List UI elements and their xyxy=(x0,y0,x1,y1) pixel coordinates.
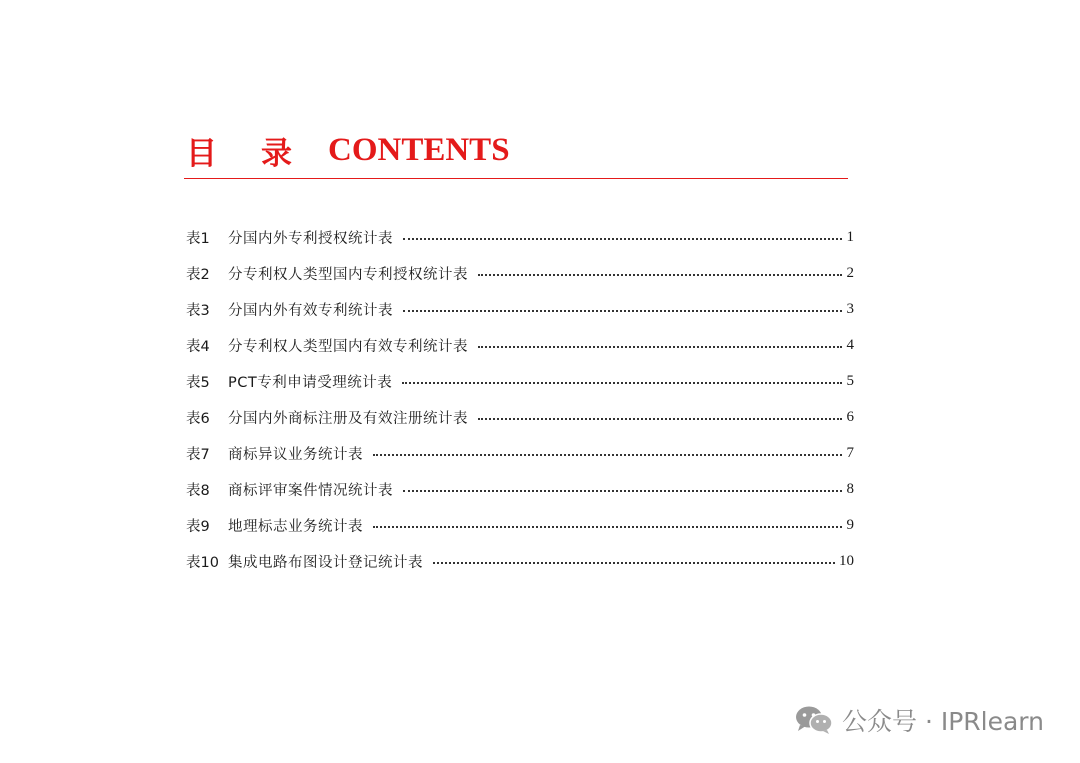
wechat-icon xyxy=(794,705,834,735)
heading-divider xyxy=(184,178,848,179)
toc-entry-number: 表8 xyxy=(186,482,210,499)
toc-entry[interactable] xyxy=(186,363,854,399)
toc-entry-page: 8 xyxy=(846,480,854,497)
toc-leader-dots xyxy=(478,418,842,420)
toc-entry[interactable] xyxy=(186,327,854,363)
toc-entry[interactable] xyxy=(186,507,854,543)
toc-entry-number: 表5 xyxy=(186,374,210,391)
toc-entry-title: 商标异议业务统计表 xyxy=(228,446,363,463)
toc-entry-page: 3 xyxy=(846,300,854,317)
toc-entry-number: 表7 xyxy=(186,446,210,463)
toc-entry[interactable] xyxy=(186,471,854,507)
toc-entry[interactable] xyxy=(186,291,854,327)
toc-entry-number: 表1 xyxy=(186,230,210,247)
toc-entry-title: 分专利权人类型国内有效专利统计表 xyxy=(228,338,468,355)
toc-entry-page: 4 xyxy=(846,336,854,353)
toc-entry[interactable] xyxy=(186,255,854,291)
toc-entry-number: 表10 xyxy=(186,554,219,571)
toc-entry[interactable] xyxy=(186,399,854,435)
toc-leader-dots xyxy=(403,490,842,492)
toc-leader-dots xyxy=(402,382,842,384)
toc-entry-number: 表2 xyxy=(186,266,210,283)
toc-leader-dots xyxy=(403,310,842,312)
toc-leader-dots xyxy=(478,274,842,276)
toc-entry-page: 10 xyxy=(839,552,854,569)
toc-entry-number: 表6 xyxy=(186,410,210,427)
toc-entry-page: 1 xyxy=(846,228,854,245)
toc-entry-title: 分国内外专利授权统计表 xyxy=(228,230,393,247)
toc-entry-title: 分专利权人类型国内专利授权统计表 xyxy=(228,266,468,283)
toc-entry-number: 表3 xyxy=(186,302,210,319)
toc-leader-dots xyxy=(373,454,842,456)
heading-chinese: 目录 xyxy=(186,135,336,172)
toc-leader-dots xyxy=(478,346,842,348)
table-of-contents xyxy=(186,219,854,579)
toc-entry-page: 6 xyxy=(846,408,854,425)
wechat-watermark xyxy=(794,702,1044,738)
toc-entry-page: 7 xyxy=(846,444,854,461)
toc-leader-dots xyxy=(433,562,835,564)
toc-entry-title: 分国内外有效专利统计表 xyxy=(228,302,393,319)
toc-leader-dots xyxy=(403,238,842,240)
heading-english: CONTENTS xyxy=(328,131,510,168)
toc-entry-page: 2 xyxy=(846,264,854,281)
toc-entry-title: 商标评审案件情况统计表 xyxy=(228,482,393,499)
toc-entry-title: 地理标志业务统计表 xyxy=(228,518,363,535)
contents-heading xyxy=(186,128,510,172)
toc-entry[interactable] xyxy=(186,435,854,471)
toc-entry-title: 集成电路布图设计登记统计表 xyxy=(228,554,423,571)
toc-entry[interactable] xyxy=(186,219,854,255)
toc-entry[interactable] xyxy=(186,543,854,579)
watermark-text: 公众号 · IPRlearn xyxy=(842,707,1044,736)
toc-entry-page: 9 xyxy=(846,516,854,533)
toc-entry-title: PCT专利申请受理统计表 xyxy=(228,374,393,391)
toc-entry-number: 表9 xyxy=(186,518,210,535)
toc-entry-page: 5 xyxy=(846,372,854,389)
toc-entry-number: 表4 xyxy=(186,338,210,355)
toc-entry-title: 分国内外商标注册及有效注册统计表 xyxy=(228,410,468,427)
toc-leader-dots xyxy=(373,526,842,528)
